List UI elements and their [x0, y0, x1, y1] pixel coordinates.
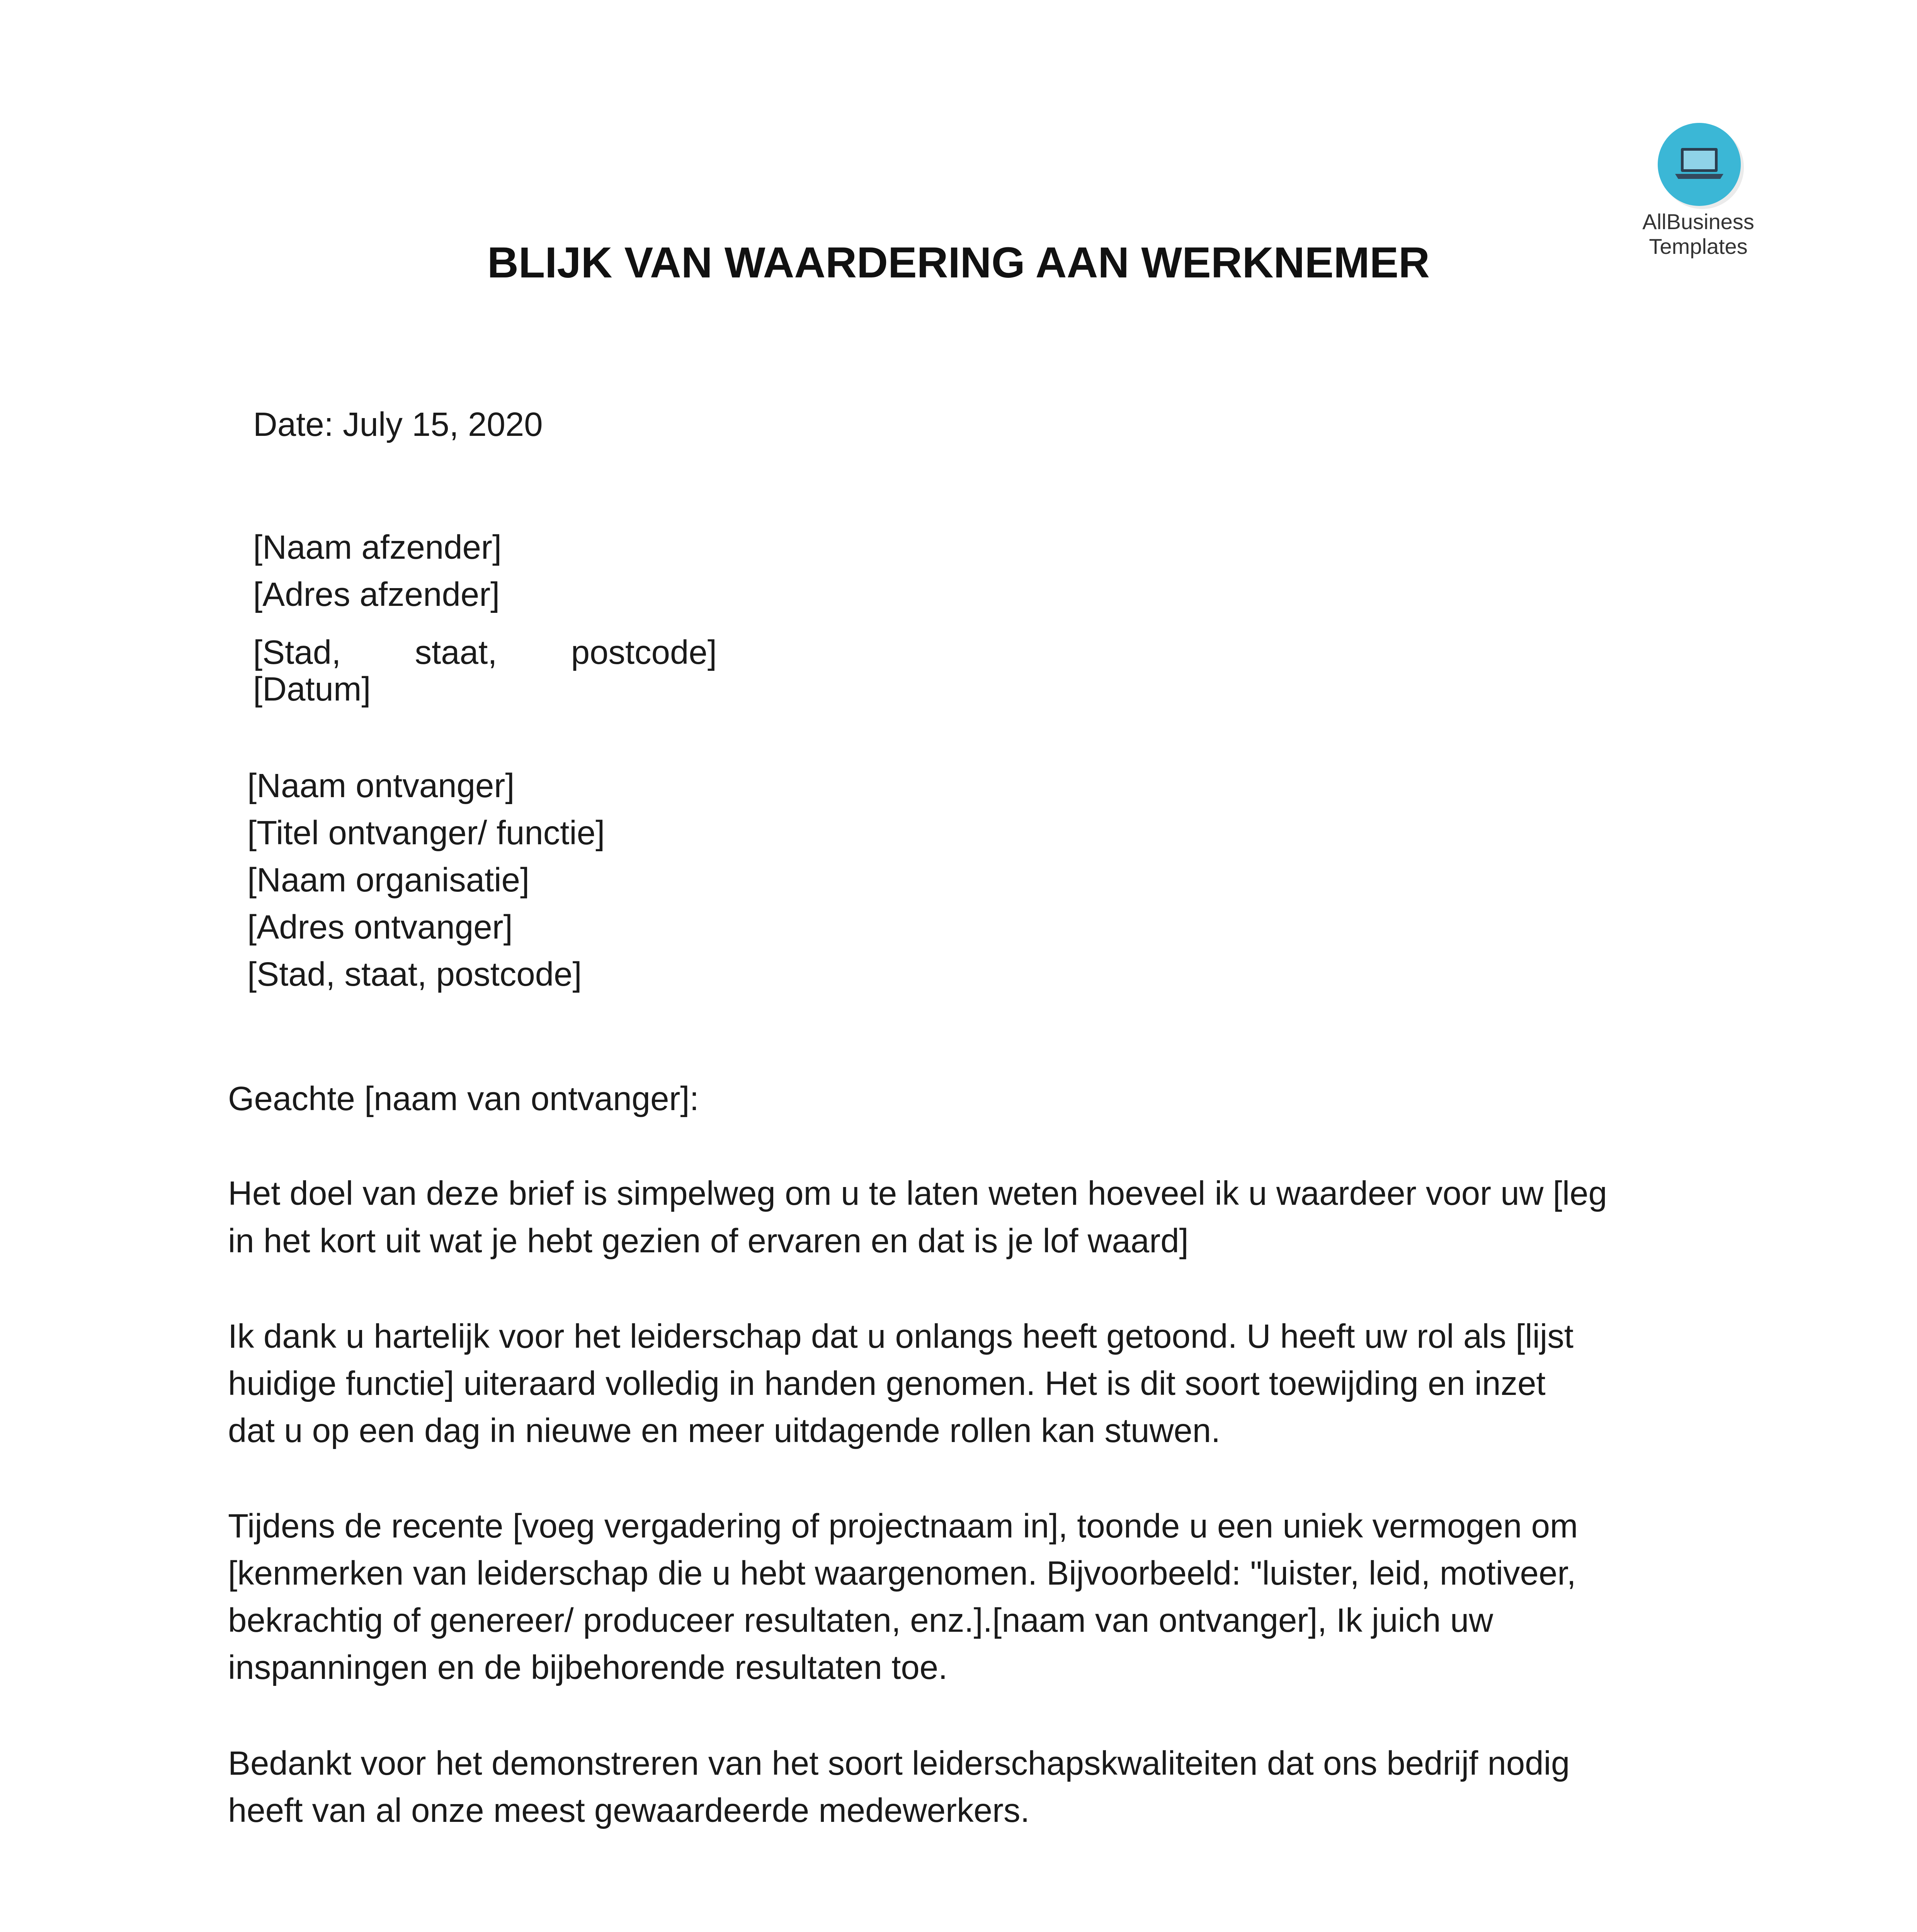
paragraph-3-line-3: bekrachtig of genereer/ produceer resultaten, enz.].[naam van ontvanger], Ik juich uw: [228, 1602, 1493, 1639]
recipient-address: [Adres ontvanger]: [247, 908, 513, 946]
laptop-icon: [1658, 123, 1741, 206]
paragraph-4-line-2: heeft van al onze meest gewaardeerde medewerkers.: [228, 1792, 1030, 1829]
recipient-city: [Stad, staat, postcode]: [247, 956, 582, 993]
sender-postcode: postcode]: [571, 634, 717, 671]
sender-date: [Datum]: [253, 670, 371, 708]
sender-city-line: [253, 636, 717, 669]
paragraph-2-line-2: huidige functie] uiteraard volledig in handen genomen. Het is dit soort toewijding en inzet: [228, 1365, 1546, 1402]
sender-name: [Naam afzender]: [253, 529, 502, 566]
paragraph-3-line-2: [kenmerken van leiderschap die u hebt waargenomen. Bijvoorbeeld: "luister, leid, motiveer,: [228, 1554, 1576, 1592]
recipient-name: [Naam ontvanger]: [247, 767, 515, 804]
document-title: BLIJK VAN WAARDERING AAN WERKNEMER: [487, 238, 1430, 287]
sender-city: [Stad,: [253, 634, 341, 671]
paragraph-3-line-4: inspanningen en de bijbehorende resultaten toe.: [228, 1649, 948, 1686]
date-line: Date: July 15, 2020: [253, 406, 543, 443]
logo-text-line1: AllBusiness: [1642, 209, 1754, 234]
paragraph-4-line-1: Bedankt voor het demonstreren van het soort leiderschapskwaliteiten dat ons bedrijf nodig: [228, 1745, 1570, 1782]
logo-text-line2: Templates: [1649, 234, 1748, 259]
sender-state: staat,: [415, 634, 497, 671]
paragraph-2-line-1: Ik dank u hartelijk voor het leiderschap dat u onlangs heeft getoond. U heeft uw rol als [lijst: [228, 1318, 1574, 1355]
paragraph-1-line-1: Het doel van deze brief is simpelweg om u te laten weten hoeveel ik u waardeer voor uw [leg: [228, 1175, 1607, 1212]
sender-address: [Adres afzender]: [253, 576, 500, 613]
paragraph-2-line-3: dat u op een dag in nieuwe en meer uitdagende rollen kan stuwen.: [228, 1412, 1221, 1449]
salutation: Geachte [naam van ontvanger]:: [228, 1080, 699, 1117]
recipient-title: [Titel ontvanger/ functie]: [247, 814, 605, 852]
paragraph-3-line-1: Tijdens de recente [voeg vergadering of projectnaam in], toonde u een uniek vermogen om: [228, 1507, 1578, 1545]
recipient-organization: [Naam organisatie]: [247, 861, 530, 899]
paragraph-1-line-2: in het kort uit wat je hebt gezien of ervaren en dat is je lof waard]: [228, 1222, 1189, 1260]
